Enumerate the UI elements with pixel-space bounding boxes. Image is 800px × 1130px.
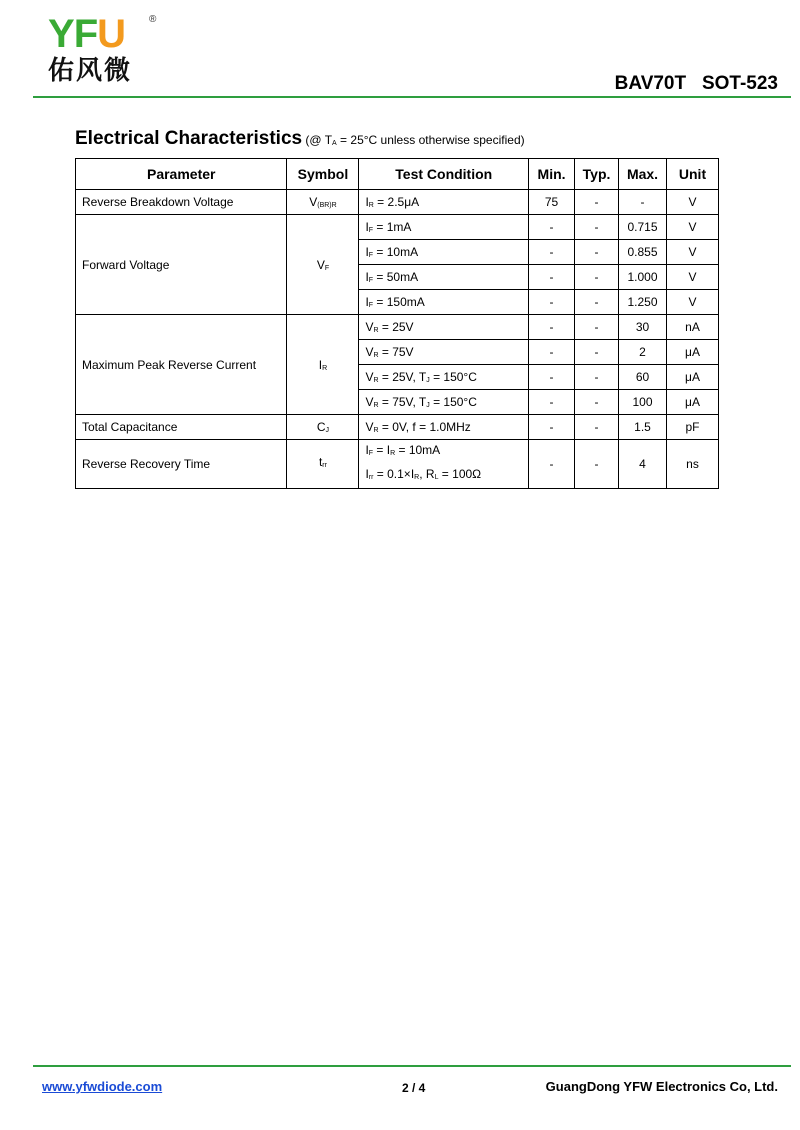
electrical-characteristics-table bbox=[75, 158, 719, 489]
min-cell: - bbox=[529, 340, 575, 365]
max-cell: 4 bbox=[619, 440, 667, 489]
max-cell: 0.715 bbox=[619, 215, 667, 240]
unit-cell: μA bbox=[667, 340, 719, 365]
condition-cell: $I_F = I_R = 10mA$ $I_{rr} = 0.1\times I_R$, $R_L = 100\Omega$ bbox=[359, 440, 529, 489]
unit-cell: V bbox=[667, 215, 719, 240]
table-row bbox=[76, 415, 719, 440]
max-cell: 60 bbox=[619, 365, 667, 390]
typ-cell: - bbox=[575, 340, 619, 365]
table-row bbox=[76, 215, 719, 240]
logo-chinese: 佑风微 bbox=[48, 56, 133, 86]
typ-cell: - bbox=[575, 390, 619, 415]
condition-cell: $V_R = 25V$, $T_J = 150^\circ C$ bbox=[359, 365, 529, 390]
typ-cell: - bbox=[575, 315, 619, 340]
symbol-cell: $C_J$ bbox=[287, 415, 359, 440]
symbol-cell: $V_{(BR)R}$ bbox=[287, 190, 359, 215]
unit-cell: V bbox=[667, 190, 719, 215]
col-header: Max. bbox=[619, 159, 667, 190]
company-name: GuangDong YFW Electronics Co, Ltd. bbox=[545, 1079, 778, 1094]
symbol-cell: $t_{rr}$ bbox=[287, 440, 359, 489]
header-title bbox=[615, 73, 778, 95]
col-header: Typ. bbox=[575, 159, 619, 190]
col-header: Parameter bbox=[76, 159, 287, 190]
symbol-cell: $I_R$ bbox=[287, 315, 359, 415]
parameter-cell: Total Capacitance bbox=[76, 415, 287, 440]
package-name: SOT-523 bbox=[701, 73, 778, 94]
min-cell: - bbox=[529, 215, 575, 240]
unit-cell: ns bbox=[667, 440, 719, 489]
header-divider bbox=[33, 96, 791, 98]
min-cell: 75 bbox=[529, 190, 575, 215]
table-row bbox=[76, 440, 719, 489]
typ-cell: - bbox=[575, 365, 619, 390]
min-cell: - bbox=[529, 440, 575, 489]
min-cell: - bbox=[529, 315, 575, 340]
symbol-cell: $V_F$ bbox=[287, 215, 359, 315]
condition-cell: $I_F = 150mA$ bbox=[359, 290, 529, 315]
parameter-cell: Maximum Peak Reverse Current bbox=[76, 315, 287, 415]
condition-cell: $V_R = 0V$, f = 1.0MHz bbox=[359, 415, 529, 440]
condition-cell: $V_R = 75V$ bbox=[359, 340, 529, 365]
registered-mark: ® bbox=[149, 14, 157, 25]
condition-cell: $I_F = 1mA$ bbox=[359, 215, 529, 240]
unit-cell: nA bbox=[667, 315, 719, 340]
max-cell: 1.250 bbox=[619, 290, 667, 315]
col-header: Unit bbox=[667, 159, 719, 190]
max-cell: 1.5 bbox=[619, 415, 667, 440]
parameter-cell: Reverse Breakdown Voltage bbox=[76, 190, 287, 215]
col-header: Min. bbox=[529, 159, 575, 190]
page-number: 2 / 4 bbox=[402, 1081, 426, 1095]
typ-cell: - bbox=[575, 265, 619, 290]
footer-divider bbox=[33, 1065, 791, 1067]
condition-cell: $V_R = 75V$, $T_J = 150^\circ C$ bbox=[359, 390, 529, 415]
min-cell: - bbox=[529, 390, 575, 415]
typ-cell: - bbox=[575, 240, 619, 265]
min-cell: - bbox=[529, 240, 575, 265]
max-cell: - bbox=[619, 190, 667, 215]
max-cell: 1.000 bbox=[619, 265, 667, 290]
unit-cell: V bbox=[667, 290, 719, 315]
table-header-row bbox=[76, 159, 719, 190]
condition-cell: $V_R = 25V$ bbox=[359, 315, 529, 340]
part-number: BAV70T bbox=[614, 73, 687, 94]
unit-cell: μA bbox=[667, 390, 719, 415]
col-header: Symbol bbox=[287, 159, 359, 190]
typ-cell: - bbox=[575, 215, 619, 240]
col-header: Test Condition bbox=[359, 159, 529, 190]
parameter-cell: Reverse Recovery Time bbox=[76, 440, 287, 489]
min-cell: - bbox=[529, 365, 575, 390]
table-row bbox=[76, 190, 719, 215]
condition-cell: $I_F = 50mA$ bbox=[359, 265, 529, 290]
min-cell: - bbox=[529, 265, 575, 290]
max-cell: 0.855 bbox=[619, 240, 667, 265]
typ-cell: - bbox=[575, 190, 619, 215]
unit-cell: pF bbox=[667, 415, 719, 440]
condition-cell: $I_R = 2.5\mu A$ bbox=[359, 190, 529, 215]
logo-letters: YFU bbox=[48, 12, 126, 56]
typ-cell: - bbox=[575, 440, 619, 489]
unit-cell: μA bbox=[667, 365, 719, 390]
typ-cell: - bbox=[575, 290, 619, 315]
condition-cell: $I_F = 10mA$ bbox=[359, 240, 529, 265]
min-cell: - bbox=[529, 415, 575, 440]
max-cell: 2 bbox=[619, 340, 667, 365]
test-conditions: (@ $T_A = 25^\circ C$ unless otherwise specified) bbox=[302, 133, 525, 147]
min-cell: - bbox=[529, 290, 575, 315]
website-link[interactable]: www.yfwdiode.com bbox=[42, 1079, 163, 1094]
unit-cell: V bbox=[667, 265, 719, 290]
max-cell: 100 bbox=[619, 390, 667, 415]
parameter-cell: Forward Voltage bbox=[76, 215, 287, 315]
table-row bbox=[76, 315, 719, 340]
max-cell: 30 bbox=[619, 315, 667, 340]
unit-cell: V bbox=[667, 240, 719, 265]
company-logo bbox=[48, 12, 157, 86]
typ-cell: - bbox=[575, 415, 619, 440]
section-title: Electrical Characteristics (@ $T_A = 25^\circ C$ unless otherwise specified) bbox=[75, 128, 525, 149]
